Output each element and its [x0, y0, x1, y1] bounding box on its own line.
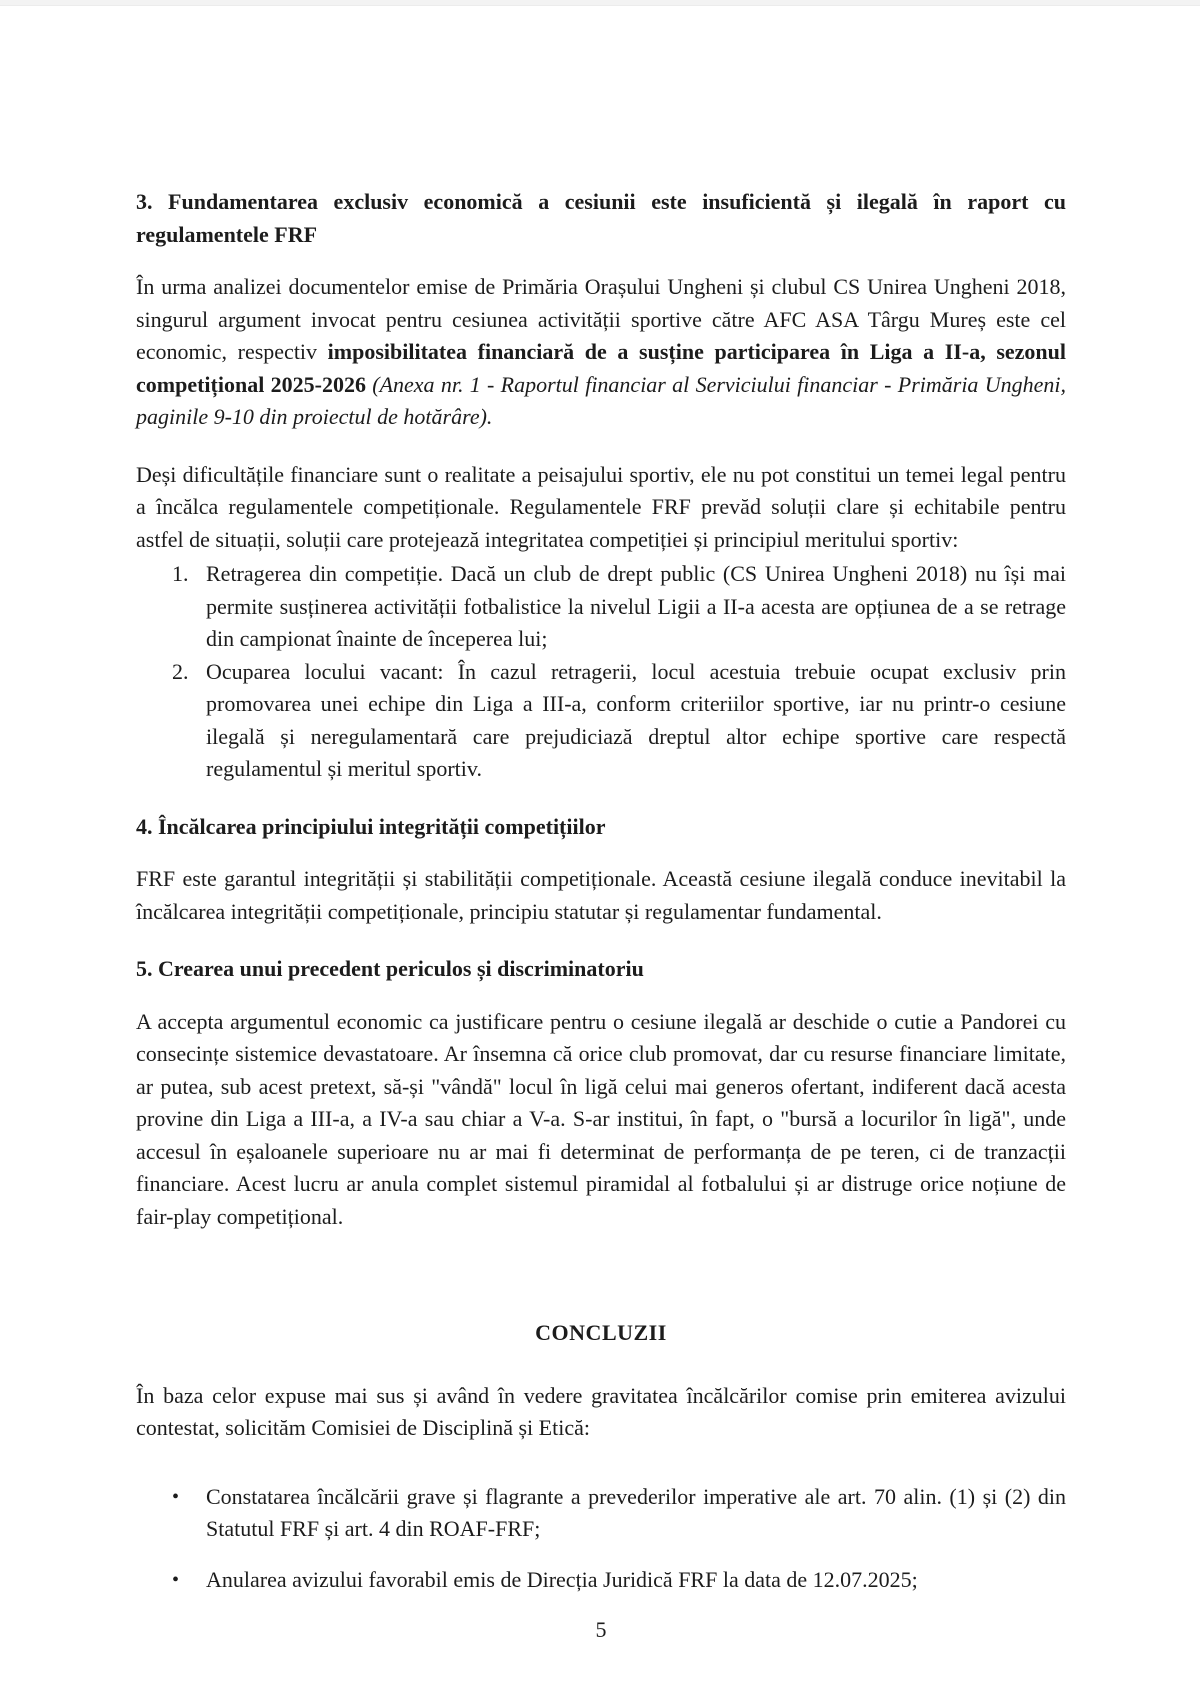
bullet-item — [172, 1481, 1066, 1546]
bullet-item-text: Anularea avizului favorabil emis de Direcția Juridică FRF la data de 12.07.2025; — [206, 1566, 918, 1592]
bullet-icon: • — [172, 1485, 180, 1508]
bullet-item-text: Constatarea încălcării grave și flagrante a prevederilor imperative ale art. 70 alin. (1) și (2) din Statutul FRF și art. 4 din ROAF-FRF; — [206, 1483, 1066, 1541]
page-number: 5 — [595, 1617, 607, 1642]
list-item-number: 2. — [172, 658, 189, 684]
list-item-text: Ocuparea locului vacant: În cazul retragerii, locul acestuia trebuie ocupat exclusiv prin promovarea unei echipe din Liga a III-a, conform criteriilor sportive, iar nu printr-o cesiune ilegală și neregulamentară care prejudiciază dreptul altor echipe sportive care respectă regulamentul și meritul sportiv. — [206, 658, 1066, 781]
section-4-heading: 4. Încălcarea principiului integrității competițiilor — [136, 813, 606, 839]
section-3-paragraph-2: Deși dificultățile financiare sunt o realitate a peisajului sportiv, ele nu pot constitui un temei legal pentru a încălca regulamentele competiționale. Regulamentele FRF prevăd soluții clare și echitabile pentru astfel de situații, soluții care protejează integritatea competiției și principiul meritului sportiv: — [136, 461, 1066, 552]
list-item-text: Retragerea din competiție. Dacă un club de drept public (CS Unirea Ungheni 2018) nu își mai permite susținerea activității fotbalistice la nivelul Ligii a II-a acesta are opțiunea de a se retrage din campionat înainte de începerea lui; — [206, 561, 1066, 651]
list-item-number: 1. — [172, 561, 189, 586]
section-3-paragraph-1 — [136, 271, 1066, 434]
section-4-paragraph: FRF este garantul integrității și stabilității competiționale. Această cesiune ilegală conduce inevitabil la încălcarea integrității competiționale, principiu statutar și regulamentar fundamental. — [136, 866, 1066, 924]
document-body — [136, 186, 1066, 1647]
section-5-paragraph: A accepta argumentul economic ca justificare pentru o cesiune ilegală ar deschide o cutie a Pandorei cu consecințe sistemice devastatoare. Ar însemna că orice club promovat, dar cu resurse financiare limitate, ar putea, sub acest pretext, să-și "vândă" locul în ligă celui mai generos ofertant, indiferent dacă acesta provine din Liga a III-a, a IV-a sau chiar a V-a. S-ar institui, în fapt, o "bursă a locurilor în ligă", unde accesul în eșaloanele superioare nu ar mai fi determinat de performanța de pe teren, ci de tranzacții financiare. Acest lucru ar anula complet sistemul piramidal al fotbalului și ar distruge orice noțiune de fair-play competițional. — [136, 1008, 1066, 1229]
conclusions-heading: CONCLUZII — [535, 1320, 667, 1345]
scan-edge-artifact — [0, 0, 1200, 6]
bullet-item — [172, 1564, 1066, 1597]
paragraph-text: În urma analizei documentelor emise de Primăria Orașului Ungheni și clubul CS Unirea Ungheni 2018, singurul argument invocat pentru cesiunea activității sportive către AFC ASA Târgu Mureș este cel economic, respectiv — [136, 274, 1066, 364]
section-3-heading: 3. Fundamentarea exclusiv economică a cesiunii este insuficientă și ilegală în raport cu regulamentele FRF — [136, 189, 1066, 247]
list-item — [172, 558, 1066, 656]
paragraph-italic-annex-reference: (Anexa nr. 1 - Raportul financiar al Serviciului financiar - Primăria Ungheni, paginile 9-10 din proiectul de hotărâre). — [136, 371, 1066, 429]
conclusions-bullet-list — [172, 1481, 1066, 1597]
paragraph-bold-text: imposibilitatea financiară de a susține participarea în Liga a II-a, sezonul competițional 2025-2026 — [136, 339, 1066, 397]
numbered-list — [172, 558, 1066, 786]
list-item — [172, 656, 1066, 786]
conclusions-intro-paragraph: În baza celor expuse mai sus și având în vedere gravitatea încălcărilor comise prin emiterea avizului contestat, solicităm Comisiei de Disciplină și Etică: — [136, 1382, 1066, 1440]
bullet-icon: • — [172, 1568, 180, 1591]
section-5-heading: 5. Crearea unui precedent periculos și discriminatoriu — [136, 956, 644, 981]
